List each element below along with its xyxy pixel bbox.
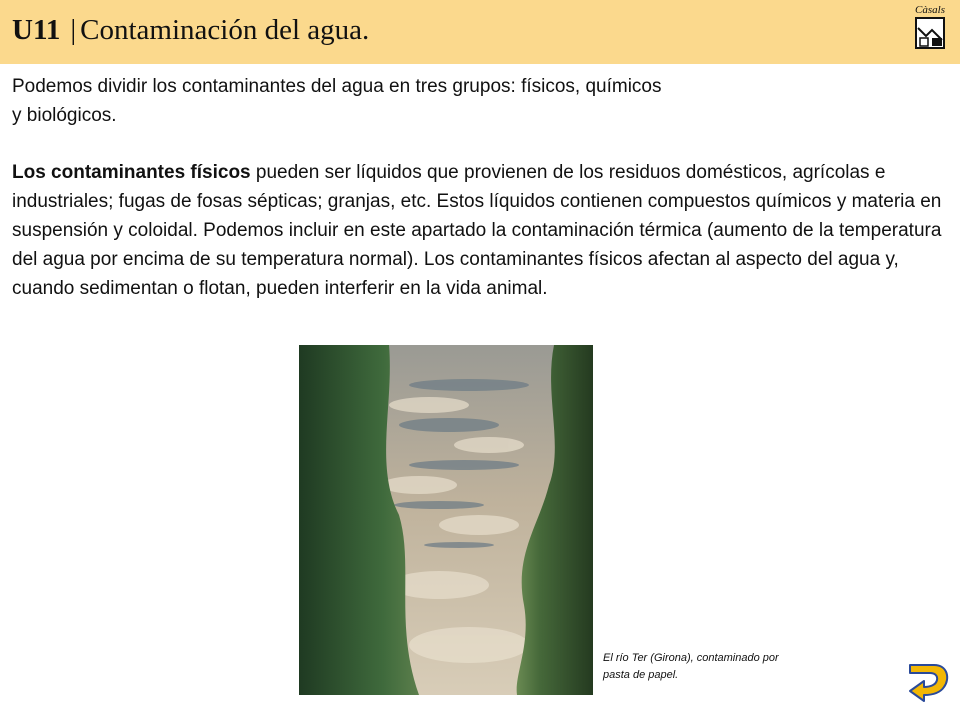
caption-line-1: El río Ter (Girona), contaminado por <box>603 652 779 664</box>
intro-line-2: y biológicos. <box>12 105 117 126</box>
river-photo <box>299 345 593 695</box>
page-title <box>12 14 369 47</box>
physical-contaminants-paragraph <box>12 158 952 303</box>
casals-logo-icon <box>912 4 948 52</box>
intro-text <box>12 72 892 130</box>
title-text: Contaminación del agua. <box>80 14 370 46</box>
logo-text: Càsals <box>915 4 945 16</box>
next-page-arrow-icon[interactable] <box>904 655 954 705</box>
unit-label: U11 <box>12 14 61 46</box>
title-bar <box>0 0 960 64</box>
paragraph-body: pueden ser líquidos que provienen de los residuos domésticos, agrícolas e industriales; fugas de fosas sépticas; granjas, etc. Estos líquidos contienen compuestos químicos y materia en suspensión y coloidal. Podemos incluir en este apartado la contaminación térmica (aumento de la temperatura del agua por encima de su temperatura normal). Los contaminantes físicos afectan al aspecto del agua y, cuando sedimentan o flotan, pueden interferir en la vida animal. <box>12 162 942 299</box>
intro-line-1: Podemos dividir los contaminantes del agua en tres grupos: físicos, químicos <box>12 76 662 97</box>
paragraph-bold-lead: Los contaminantes físicos <box>12 162 251 183</box>
title-separator: | <box>70 14 77 46</box>
photo-caption <box>603 650 843 684</box>
caption-line-2: pasta de papel. <box>603 669 679 681</box>
